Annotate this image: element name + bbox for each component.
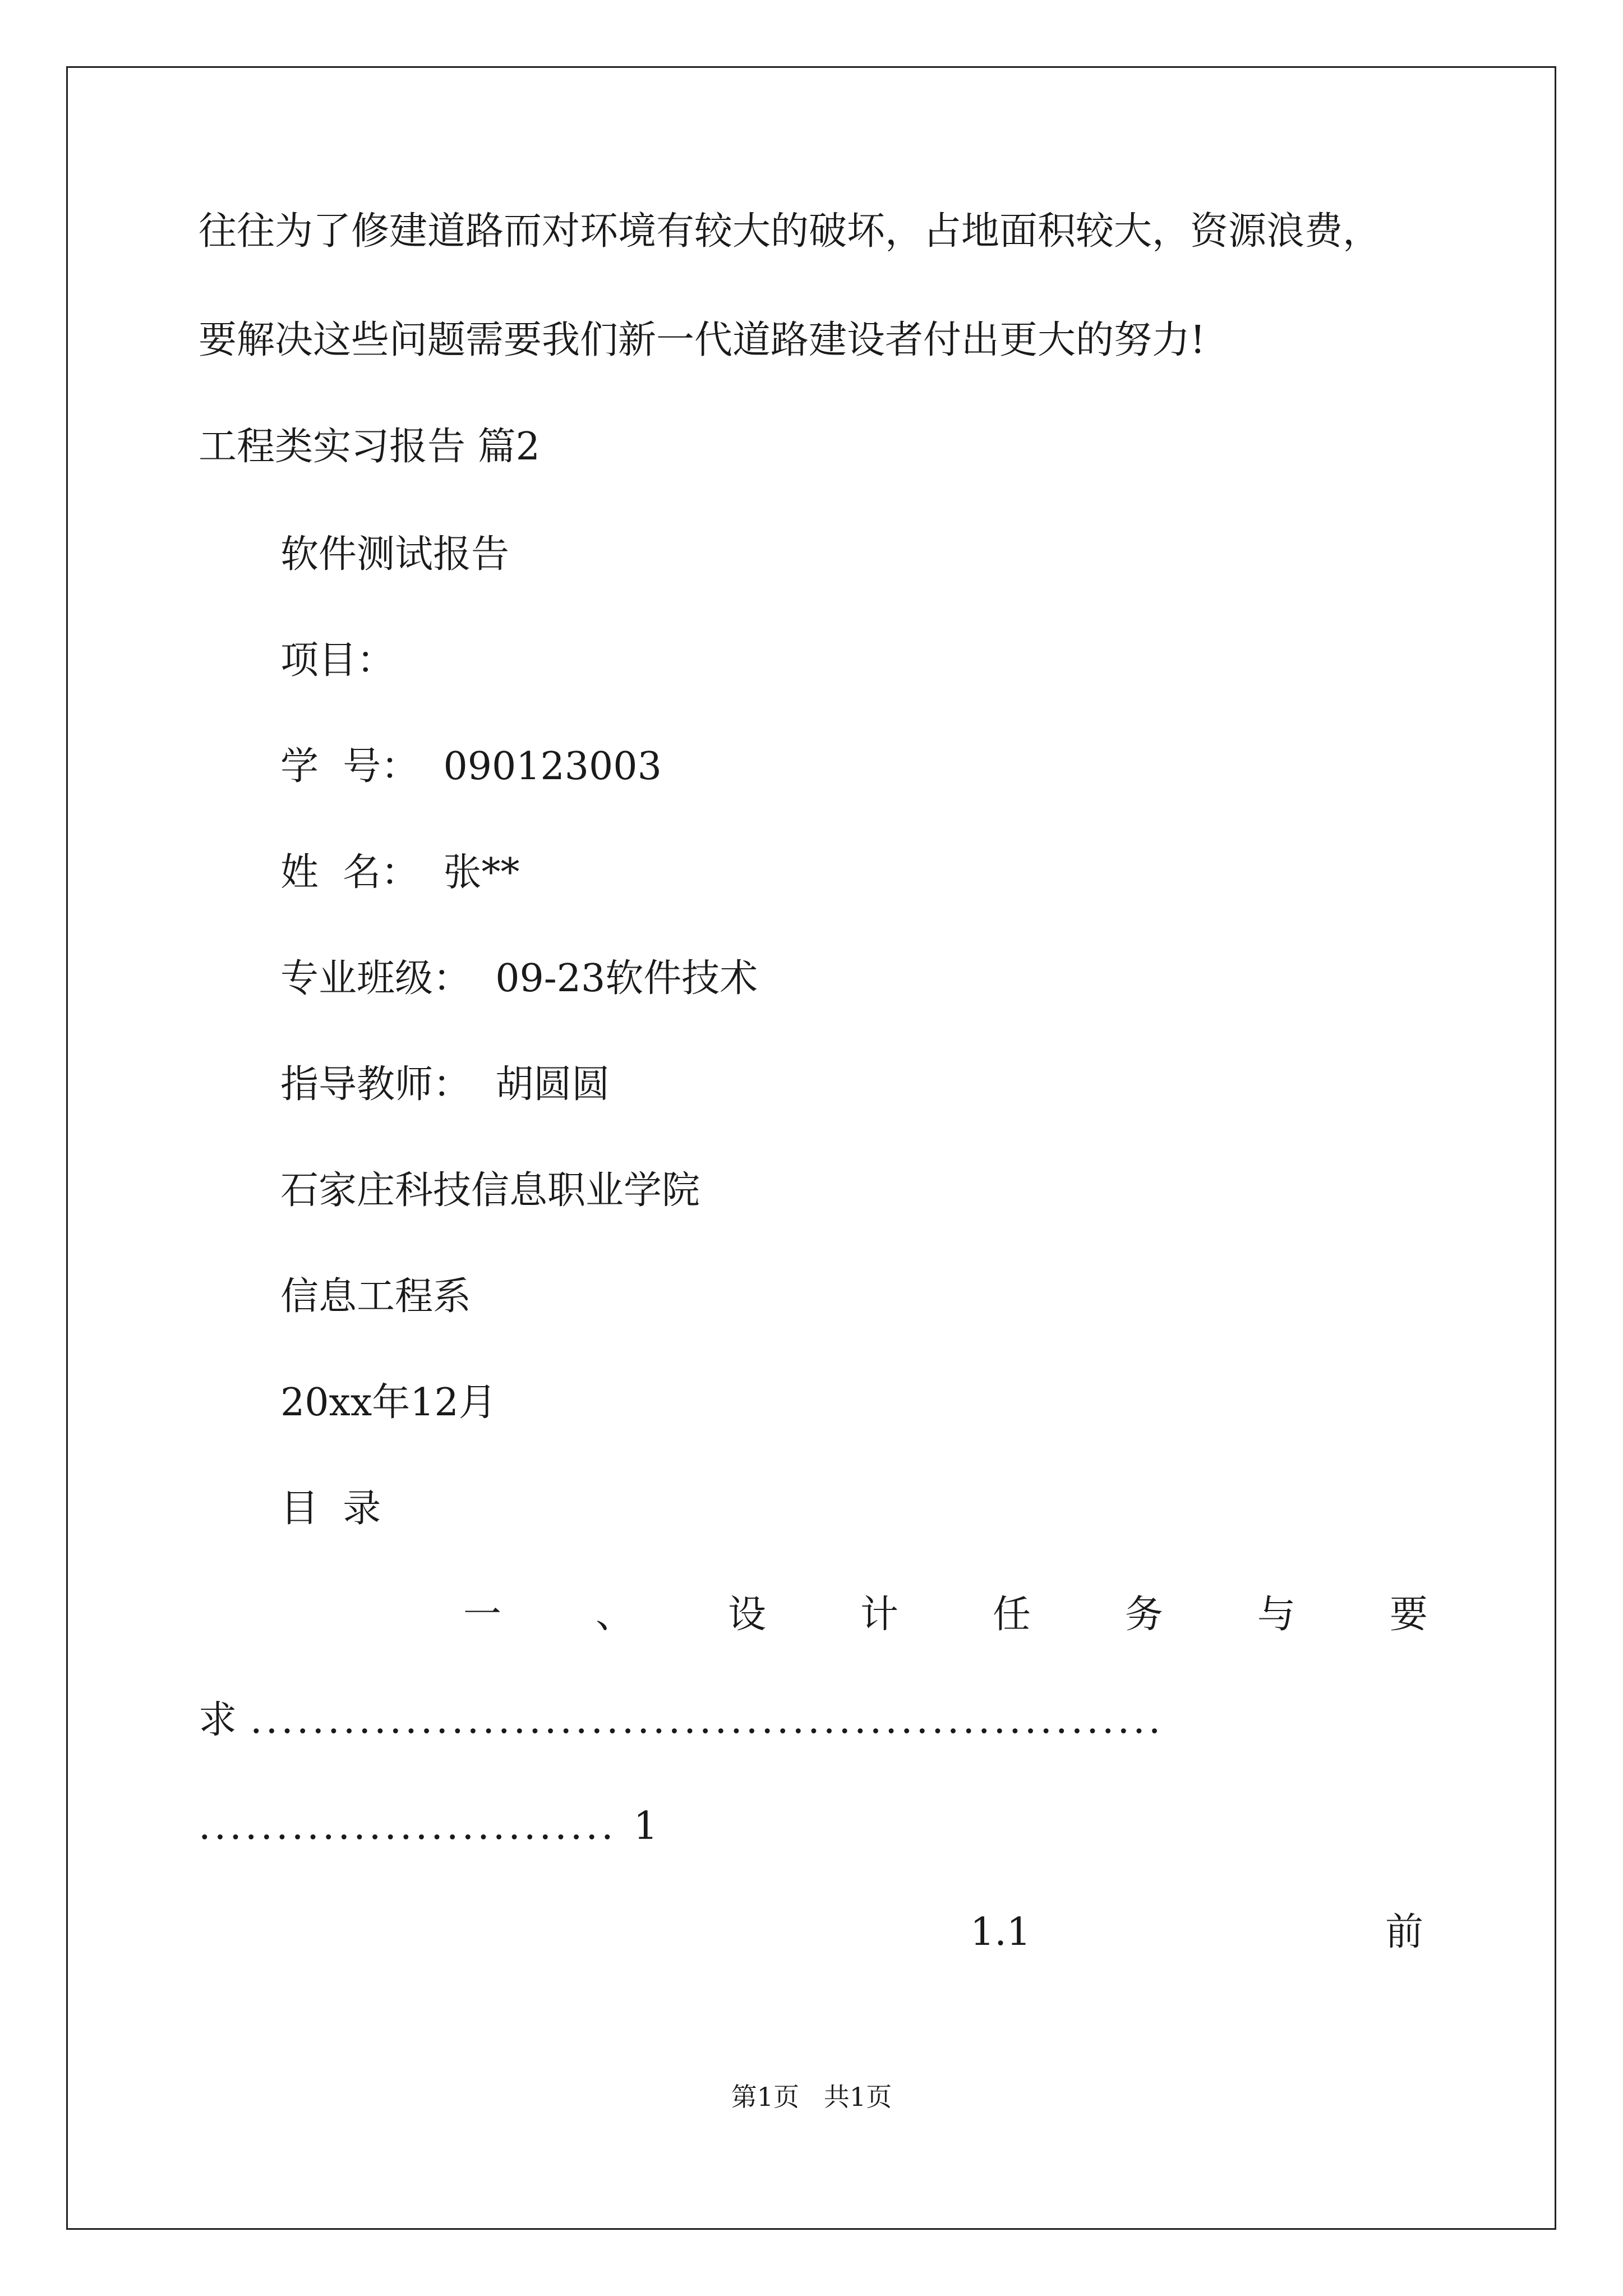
- toc-item-2-char: 前: [1385, 1910, 1424, 1954]
- toc-title: 目 录: [280, 1487, 381, 1531]
- student-id: 学 号： 090123003: [280, 744, 662, 789]
- student-name: 姓 名： 张**: [280, 850, 520, 895]
- toc-char: 任: [992, 1593, 1031, 1637]
- page-border: [66, 66, 1556, 2230]
- toc-char: 务: [1124, 1593, 1163, 1637]
- toc-item-1-heading: [463, 1590, 1428, 1640]
- paragraph-line-1: 往往为了修建道路而对环境有较大的破坏，占地面积较大，资源浪费，: [199, 209, 1381, 254]
- toc-char: 、: [595, 1593, 634, 1637]
- department-name: 信息工程系: [280, 1274, 472, 1319]
- school-name: 石家庄科技信息职业学院: [280, 1168, 700, 1213]
- paragraph-line-2: 要解决这些问题需要我们新一代道路建设者付出更大的努力!: [199, 318, 1206, 362]
- toc-item-1-leader-line: [199, 1695, 1430, 1746]
- toc-dot-leader: ...........................: [199, 1804, 617, 1848]
- major-class: 专业班级： 09-23软件技术: [280, 956, 758, 1001]
- report-title: 软件测试报告: [280, 532, 510, 577]
- toc-char: 设: [727, 1593, 766, 1637]
- toc-item-1-page-line: [199, 1801, 658, 1852]
- project-label: 项目：: [280, 638, 395, 683]
- toc-item-1-tail: 求: [199, 1698, 237, 1742]
- advisor: 指导教师： 胡圆圆: [280, 1062, 610, 1107]
- page-footer: 第1页 共1页: [731, 2082, 892, 2112]
- toc-item-1-page: 1: [633, 1804, 658, 1848]
- report-date: 20xx年12月: [280, 1381, 497, 1425]
- toc-item-2-number: 1.1: [970, 1910, 1031, 1954]
- section-title: 工程类实习报告 篇2: [199, 425, 540, 469]
- toc-char: 计: [860, 1593, 898, 1637]
- toc-dot-leader: ...........................................................: [250, 1698, 1164, 1742]
- toc-char: 要: [1389, 1593, 1428, 1637]
- toc-char: 一: [463, 1593, 502, 1637]
- toc-char: 与: [1257, 1593, 1295, 1637]
